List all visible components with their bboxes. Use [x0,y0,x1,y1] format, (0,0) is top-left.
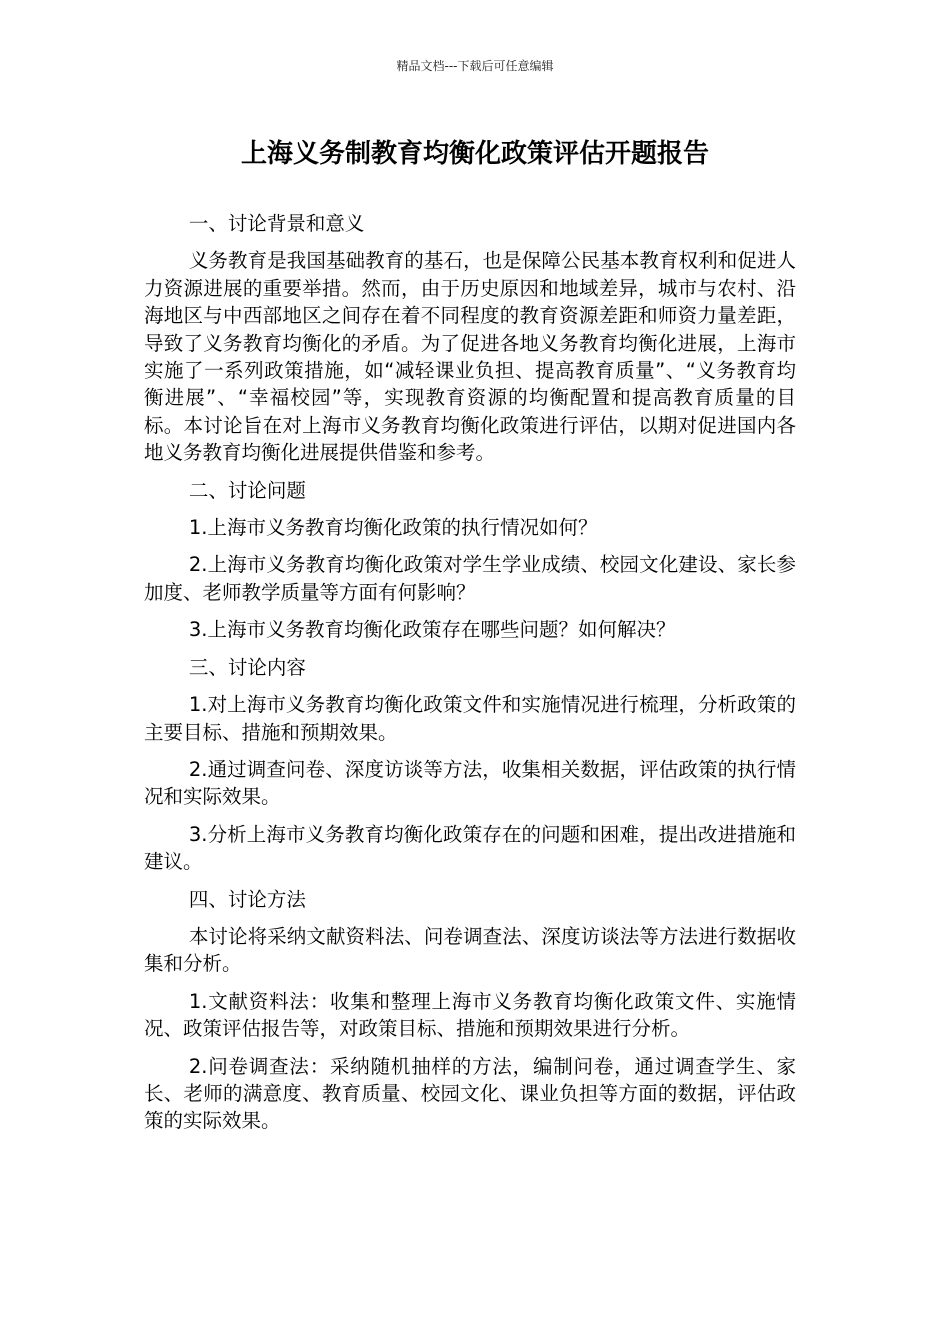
paragraph-content-2: 2.通过调查问卷、深度访谈等方法，收集相关数据，评估政策的执行情况和实际效果。 [144,757,796,809]
document-title: 上海义务制教育均衡化政策评估开题报告 [240,139,709,169]
paragraph-question-3: 3.上海市义务教育均衡化政策存在哪些问题？如何解决？ [188,618,676,642]
section-heading-background: 一、讨论背景和意义 [188,212,365,235]
paragraph-content-1: 1.对上海市义务教育均衡化政策文件和实施情况进行梳理，分析政策的主要目标、措施和预期效果。 [144,693,796,744]
section-heading-questions: 二、讨论问题 [188,478,306,502]
paragraph-question-1: 1.上海市义务教育均衡化政策的执行情况如何？ [188,516,598,540]
paragraph-methods-intro: 本讨论将采纳文献资料法、问卷调查法、深度访谈法等方法进行数据收集和分析。 [144,924,796,976]
paragraph-question-2: 2.上海市义务教育均衡化政策对学生学业成绩、校园文化建设、家长参加度、老师教学质量等方面有何影响？ [144,553,796,604]
paragraph-content-3: 3.分析上海市义务教育均衡化政策存在的问题和困难，提出改进措施和建议。 [144,822,796,874]
document-body [144,210,796,1145]
section-heading-methods: 四、讨论方法 [188,887,306,911]
section-heading-content: 三、讨论内容 [188,655,306,679]
header-note: 精品文档---下载后可任意编辑 [396,59,554,73]
paragraph-method-1: 1.文献资料法：收集和整理上海市义务教育均衡化政策文件、实施情况、政策评估报告等，对政策目标、措施和预期效果进行分析。 [144,989,796,1041]
paragraph-background: 义务教育是我国基础教育的基石，也是保障公民基本教育权利和促进人力资源进展的重要举措。然而，由于历史原因和地域差异，城市与农村、沿海地区与中西部地区之间存在着不同程度的教育资源差距和师资力量差距，导致了义务教育均衡化的矛盾。为了促进各地义务教育均衡化进展，上海市实施了一系列政策措施，如“减轻课业负担、提高教育质量”、“义务教育均衡进展”、“幸福校园”等，实现教育资源的均衡配置和提高教育质量的目标。本讨论旨在对上海市义务教育均衡化政策进行评估，以期对促进国内各地义务教育均衡化进展提供借鉴和参考。 [144,249,796,465]
paragraph-method-2: 2.问卷调查法：采纳随机抽样的方法，编制问卷，通过调查学生、家长、老师的满意度、教育质量、校园文化、课业负担等方面的数据，评估政策的实际效果。 [144,1054,796,1133]
